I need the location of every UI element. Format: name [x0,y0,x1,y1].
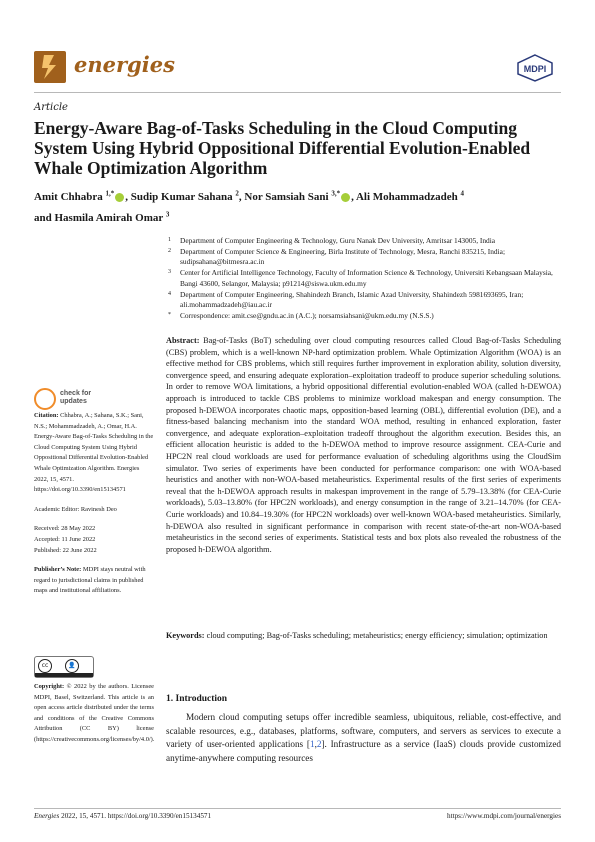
article-type: Article [34,102,68,113]
author-name: Ali Mohammadzadeh [355,190,458,203]
copyright-text: © 2022 by the authors. Licensee MDPI, Basel, Switzerland. This article is an open access article distributed under the terms and conditions of the Creative Commons Attribution (CC BY) license (https://creativecommons.org/licenses/by/4.0/). [34,683,155,743]
check-updates-line1: check for [60,390,92,397]
footer-journal-url[interactable]: https://www.mdpi.com/journal/energies [447,812,561,820]
journal-name: energies [74,52,175,77]
section-heading-introduction: 1. Introduction [166,694,228,704]
author-name: and Hasmila Amirah Omar [34,212,164,225]
publisher-note-label: Publisher’s Note: [34,566,82,574]
footer-citation-text[interactable]: 2022, 15, 4571. https://doi.org/10.3390/en15134571 [61,812,212,820]
author-name: Amit Chhabra [34,190,103,203]
author-name: Nor Samsiah Sani [244,190,329,203]
affiliation-item [168,290,568,311]
author-affil-sup: 1,* [105,189,115,197]
affiliation-number: 4 [168,290,171,297]
header-divider [34,92,561,93]
orcid-icon[interactable] [115,193,124,202]
affiliation-number: 2 [168,247,171,254]
citation-block [34,411,154,496]
published-date: Published: 22 June 2022 [34,546,97,554]
cc-icon: cc [38,659,52,673]
received-date: Received: 28 May 2022 [34,525,96,533]
author-item [356,191,464,203]
affiliation-item [168,236,568,247]
sidebar-info [34,411,154,606]
author-item: Sudip Kumar Sahana $^2$, [130,189,245,203]
reference-link[interactable]: 2 [316,739,322,750]
accepted-date: Accepted: 11 June 2022 [34,535,96,543]
orcid-icon[interactable] [341,193,350,202]
author-last [34,212,169,224]
author-line-1 [34,191,464,203]
article-title: Energy-Aware Bag-of-Tasks Scheduling in the Cloud Computing System Using Hybrid Oppositional Differential Evolution-Enabled Whale Optimization Algorithm [34,118,531,178]
keywords [166,630,561,642]
citation-text: Chhabra, A.; Sahana, S.K.; Sani, N.S.; Mohammadzadeh, A.; Omar, H.A. Energy-Aware Bag-of-Tasks Scheduling in the Cloud Computing System Using Hybrid Oppositional Differential Evolution-Enabled Whale Optimization Algorithm. Energies 2022, 15, 4571. https://doi.org/10.3390/en15134571 [34,412,154,494]
keywords-text: cloud computing; Bag-of-Tasks scheduling; metaheuristics; energy efficiency; simulation; optimization [206,631,548,640]
author-item: Nor Samsiah Sani $^{3,*}$ , [244,189,356,203]
reference-link[interactable]: 1 [309,739,315,750]
footer-citation [34,812,211,820]
affiliation-item [168,268,568,289]
keywords-label: Keywords: [166,631,205,640]
affiliation-text: Department of Computer Science & Engineering, Birla Institute of Technology, Mesra, Ranchi 835215, India; sudipsahana@bitmesra.ac.in [180,246,505,267]
check-updates-label [60,390,91,406]
affiliation-item [168,247,568,268]
affiliation-text: Center for Artificial Intelligence Technology, Faculty of Information Science & Technology, Universiti Kebangsaan Malaysia, Bangi 43600, Selangor, Malaysia; p91214@siswa.ukm.edu.my [180,268,553,288]
check-updates-line2: updates [60,398,87,405]
intro-text-2: ]. Infrastructure as a service (IaaS) clouds provide customized anytime-anywhere computing resources [166,739,562,763]
cc-license-badge[interactable] [34,656,94,678]
journal-logo-icon [34,51,66,83]
affiliation-number: 3 [168,269,171,276]
reference-separator: , [314,739,317,750]
author-affil-sup: 3 [165,210,170,219]
academic-editor: Academic Editor: Ravinesh Deo [34,505,117,513]
abstract-label: Abstract: [166,336,200,345]
affiliation-number: 1 [168,237,171,243]
correspondence [168,311,568,322]
citation-label: Citation: [34,412,59,419]
affiliations [168,236,568,322]
publisher-note-text: MDPI stays neutral with regard to jurisdictional claims in published maps and institutional affiliations. [34,566,146,595]
author-name: Sudip Kumar Sahana [130,190,233,203]
author-affil-sup: 2 [235,189,239,197]
affiliation-text: Department of Computer Engineering & Technology, Guru Nanak Dev University, Amritsar 143005, India [180,236,496,245]
correspondence-text: Correspondence: amit.cse@gndu.ac.in (A.C.); norsamsiahsani@ukm.edu.my (N.S.S.) [180,310,434,320]
footer-journal: Energies [34,812,60,820]
publisher-note [34,565,154,597]
intro-text-1: Modern cloud computing setups offer incredible seamless, ubiquitous, reliable, cost-effective, and scalable resources, e.g., databases, platforms, software, computers, and servers as services to execute a variety of user-oriented applications [ [166,712,561,750]
affiliation-number: * [168,311,171,318]
cc-license-label [35,673,93,677]
by-icon: 👤 [65,659,79,673]
abstract-text: Bag-of-Tasks (BoT) scheduling over cloud computing resources called Cloud Bag-of-Tasks Scheduling (CBS) problem, which is a well-known NP-hard optimization problem. Whale Optimization Algorithm (WOA) is an effective method for CBS problems, which still requires further improvement in exploration ability, solution diversity, convergence speed, and ensuring adequate exploration–exploitation tradeoff to produce superior scheduling solutions. In order to remove WOA limitations, a hybrid oppositional differential evolution-enabled WOA (called h-DEWOA) approach is introduced to tackle CBS problems to minimize workload makespan and energy consumption. The proposed h-DEWOA incorporates chaotic maps, opposition-based learning (OBL), differential evolution (DE), and a fitness-based balancing mechanism into the standard WOA method, resulting in enhanced exploration, faster convergence, and adequate exploration–exploitation tradeoff throughout the algorithm execution. Besides this, an efficient allocation heuristic is added to the h-DEWOA method to improve resource assignment. CEA-Curie and HPC2N real cloud workloads are used for performance evaluation of scheduling algorithms using the CloudSim simulator. Two series of experiments have been conducted for performance comparison: one with WOA-based heuristics and another with non-WOA-based metaheuristics. Experimental results of the first series of experiments reveal that the h-DEWOA approach results in makespan improvement in the range of 5.79–13.38% (for CEA-Curie workloads), 5.03–13.80% (for HPC2N workloads), and energy consumption in the range of 3.21–14.70% (for CEA-Curie workloads) and 10.84–19.30% (for HPC2N workloads) over well-known WOA-based metaheuristics. Similarly, h-DEWOA also resulted in significant performance in comparison with recent state-of-the-art non-WOA-based metaheuristics in the second series of experiments. Statistical tests and box plots also revealed the robustness of the proposed h-DEWOA algorithm. [166,336,561,554]
footer-divider [34,808,561,809]
check-updates-icon [34,388,56,410]
copyright-label: Copyright: [34,683,65,690]
affiliation-text: Department of Computer Engineering, Shahindezh Branch, Islamic Azad University, Shahindezh 5981693695, Iran; ali.mohammadzadeh@iau.ac.ir [180,289,524,310]
mdpi-logo-text: MDPI [523,64,547,74]
author-item: Amit Chhabra $^{1,*}$ , [34,189,131,203]
author-affil-sup: 3,* [331,189,341,197]
mdpi-logo-icon [516,54,554,82]
introduction-paragraph [166,711,561,765]
dates-block [34,524,154,556]
copyright-block [34,682,154,745]
author-affil-sup: 4 [460,189,464,197]
abstract [166,335,561,555]
author-list [34,184,554,227]
